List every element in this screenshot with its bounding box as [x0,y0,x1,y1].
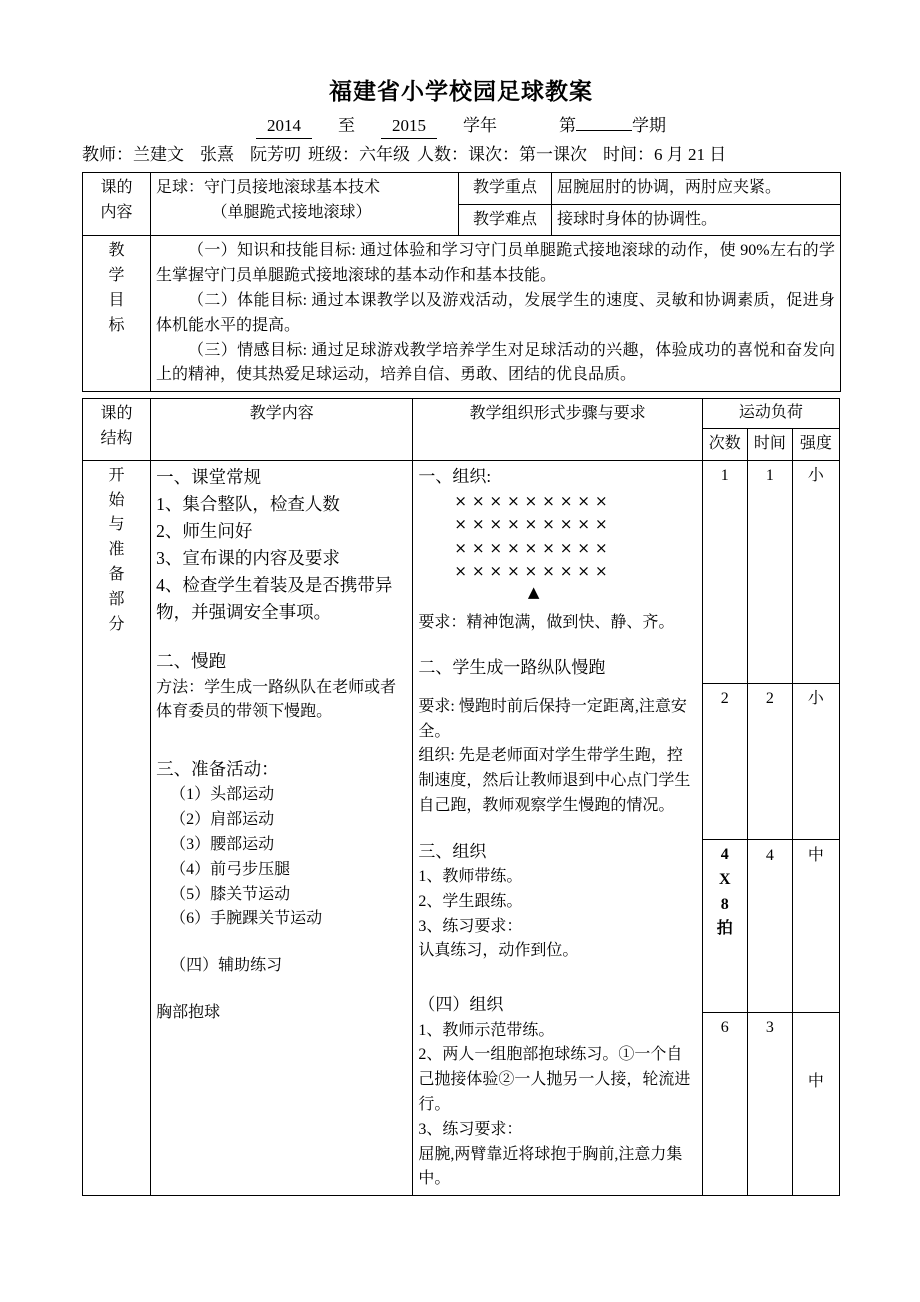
struct-char-0: 开 [108,466,125,484]
class-label: 班级： [308,145,359,165]
formation-row-1: ××××××××× [454,515,613,534]
goal-label-char-1: 学 [108,267,125,285]
goal-item-0: （一）知识和技能目标: 通过体验和学习守门员单腿跪式接地滚球的动作，使 90%左右的学生掌握守门员单腿跪式接地滚球的基本动作和基本技能。 [156,242,835,285]
org-block-0-heading: 一、组织: [418,466,492,486]
content-block-0-heading: 一、课堂常规 [156,466,262,487]
structure-header-line1: 课的 [100,405,133,423]
struct-char-3: 准 [108,541,125,559]
load-time-row-2: 4 [747,839,792,1012]
column-header-intensity: 强度 [792,428,839,460]
teacher-label: 教师： [82,145,133,165]
org-block-3-line-3: 屈腕,两臂靠近将球抱于胸前,注意力集中。 [418,1145,683,1188]
load-count-row-2-part-2: 8 [720,895,729,913]
load-count-row-1: 2 [702,684,747,840]
organization-column [413,460,702,1195]
date-value: 6 月 21 日 [654,145,727,165]
load-count-row-2 [702,839,747,1012]
lesson-part-label-preparation [83,460,151,1195]
year-label: 学年 [463,115,497,135]
content-block-2-line-1: （2）肩部运动 [170,811,275,829]
student-count-label: 人数： [417,145,468,165]
content-block-3-heading: （四）辅助练习 [170,957,283,975]
structure-header-line2: 结构 [100,429,133,447]
term-value [576,130,632,131]
content-block-2-line-2: （3）腰部运动 [170,835,275,853]
course-content-line2: （单腿跪式接地滚球） [211,203,372,221]
date-label: 时间： [603,145,654,165]
content-block-1-heading: 二、慢跑 [156,651,227,672]
teaching-difficulty-label: 教学难点 [459,204,552,236]
year-start: 2014 [256,113,312,140]
table-row-part-preparation [83,460,840,683]
teaching-goals-body [151,236,841,392]
org-block-2-line-3: 认真练习，动作到位。 [418,942,579,960]
load-count-row-0: 1 [702,460,747,683]
class-value: 六年级 [359,145,410,165]
teaching-content-column [151,460,413,1195]
course-content-value [151,172,459,236]
org-block-3-heading: （四）组织 [418,995,504,1015]
goal-label-char-2: 目 [108,291,125,309]
org-block-0-line-0: 要求：精神饱满，做到快、静、齐。 [418,613,675,631]
course-content-label [83,172,151,236]
course-info-table [82,172,841,392]
session-label: 课次： [468,145,519,165]
teaching-focus-label: 教学重点 [459,172,552,204]
org-block-1-heading: 二、学生成一路纵队慢跑 [418,658,606,678]
teacher-name-3: 阮芳叨 [250,145,301,165]
content-block-0-line-0: 1、集合整队，检查人数 [156,493,340,514]
lesson-schedule-table [82,398,840,1196]
column-header-load-group: 运动负荷 [702,399,839,429]
org-block-1-line-1: 组织: 先是老师面对学生带学生跑，控制速度，然后让教师退到中心点门学生自己跑，教师观察学生慢跑的情况。 [418,747,691,814]
goal-label-char-3: 标 [108,316,125,334]
table-row-goals [83,236,841,392]
content-block-0-line-1: 2、师生问好 [156,520,253,541]
org-block-2-line-2: 3、练习要求： [418,917,523,935]
load-intensity-row-0: 小 [792,460,839,683]
struct-char-5: 部 [108,590,125,608]
org-block-2-line-0: 1、教师带练。 [418,868,523,886]
load-count-row-3: 6 [702,1013,747,1196]
teacher-name-1: 兰建文 [133,145,184,165]
org-block-3-line-0: 1、教师示范带练。 [418,1021,555,1039]
column-header-structure [83,399,151,461]
teacher-name-2: 张熹 [200,145,234,165]
load-time-row-1: 2 [747,684,792,840]
year-end: 2015 [381,113,437,140]
load-time-row-0: 1 [747,460,792,683]
struct-char-1: 始 [108,491,125,509]
goal-label-char-0: 教 [108,242,125,260]
load-intensity-row-2: 中 [792,839,839,1012]
content-block-1-line-0: 方法：学生成一路纵队在老师或者体育委员的带领下慢跑。 [156,678,397,721]
term-prefix: 第 [559,115,576,135]
column-header-count: 次数 [702,428,747,460]
teaching-difficulty-text: 接球时身体的协调性。 [552,204,841,236]
term-label: 学期 [632,115,666,135]
academic-year-line [82,113,840,140]
content-block-3-line-0: 胸部抱球 [156,1003,221,1021]
course-content-label-line1: 课的 [100,178,133,196]
org-block-1-line-0: 要求: 慢跑时前后保持一定距离,注意安全。 [418,697,687,740]
goal-item-2: （三）情感目标: 通过足球游戏教学培养学生对足球活动的兴趣，体验成功的喜悦和奋发向上的精神，使其热爱足球运动，培养自信、勇敢、团结的优良品质。 [156,341,835,384]
teacher-position-marker: ▲ [527,583,540,602]
struct-char-6: 分 [108,615,125,633]
org-block-2-heading: 三、组织 [418,841,487,861]
load-count-row-2-part-1: X [719,870,731,888]
teaching-focus-text: 屈腕屈肘的协调，两肘应夹紧。 [552,172,841,204]
formation-row-3: ××××××××× [454,561,613,580]
content-block-2-heading: 三、准备活动： [156,759,279,780]
load-time-row-3: 3 [747,1013,792,1196]
struct-char-4: 备 [108,565,125,583]
course-content-line1: 足球：守门员接地滚球基本技术 [156,178,381,196]
content-block-2-line-0: （1）头部运动 [170,786,275,804]
content-block-2-line-3: （4）前弓步压腿 [170,860,291,878]
table-header-row-1 [83,399,840,429]
struct-char-2: 与 [108,516,125,534]
load-count-row-2-part-3: 拍 [716,920,733,938]
page-title: 福建省小学校园足球教案 [329,79,593,104]
org-block-3-line-1: 2、两人一组胞部抱球练习。①一个自己抛接体验②一人抛另一人接，轮流进行。 [418,1046,691,1113]
content-block-0-line-2: 3、宣布课的内容及要求 [156,548,340,569]
column-header-time: 时间 [747,428,792,460]
load-intensity-row-1: 小 [792,684,839,840]
content-block-0-line-3: 4、检查学生着装及是否携带异物，并强调安全事项。 [156,575,393,623]
load-intensity-row-3: 中 [792,1013,839,1196]
session-value: 第一课次 [519,145,587,165]
course-content-label-line2: 内容 [100,203,133,221]
year-to-label: 至 [338,115,355,135]
org-block-2-line-1: 2、学生跟练。 [418,892,523,910]
org-block-3-line-2: 3、练习要求： [418,1120,523,1138]
load-count-row-2-part-0: 4 [720,845,729,863]
content-block-2-line-4: （5）膝关节运动 [170,885,291,903]
column-header-organization: 教学组织形式步骤与要求 [413,399,702,461]
goal-item-1: （二）体能目标: 通过本课教学以及游戏活动，发展学生的速度、灵敏和协调素质，促进身体机能水平的提高。 [156,291,835,334]
teaching-goals-label [83,236,151,392]
lesson-meta-line [82,142,840,168]
content-block-2-line-5: （6）手腕踝关节运动 [170,910,323,928]
formation-row-0: ××××××××× [454,492,613,511]
formation-row-2: ××××××××× [454,538,613,557]
table-row-course-content [83,172,841,204]
column-header-content: 教学内容 [151,399,413,461]
